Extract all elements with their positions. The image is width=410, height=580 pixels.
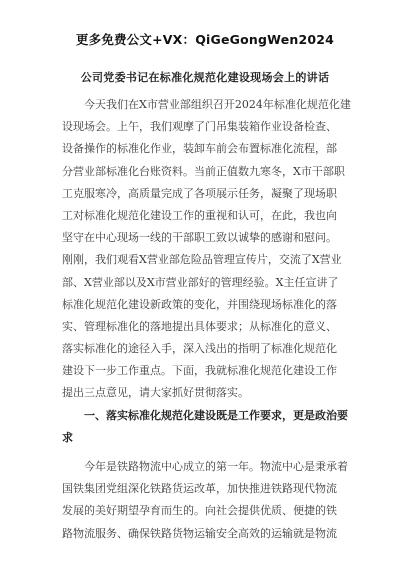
text-line: 发展的美好期望孕育而生的。向社会提供优质、便捷的铁 xyxy=(62,504,337,518)
section-heading-1 xyxy=(62,405,352,449)
text-line: 刚刚，我们观看X营业部危险品管理宣传片，交流了X营业 xyxy=(62,253,342,267)
document-title: 公司党委书记在标准化规范化建设现场会上的讲话 xyxy=(80,71,330,84)
paragraph-1 xyxy=(62,94,352,405)
text-line: 路物流服务、确保铁路货物运输安全高效的运输就是物流 xyxy=(62,526,337,540)
page-header: 更多免费公文+VX：QiGeGongWen2024 xyxy=(75,32,335,47)
text-line: 今年是铁路物流中心成立的第一年。物流中心是秉承着 xyxy=(62,460,348,473)
text-line: 实、管理标准化的落地提出具体要求；从标准化的意义、 xyxy=(62,319,337,333)
spacer xyxy=(62,449,352,456)
text-line: 设现场会。上午，我们观摩了门吊集装箱作业设备检查、 xyxy=(62,120,337,134)
text-line: 工克服寒冷，高质量完成了各项展示任务，凝聚了现场职 xyxy=(62,186,337,200)
text-line: 设备操作的标准化作业，装卸车前会布置标准化流程，部 xyxy=(62,142,337,156)
paragraph-2 xyxy=(62,456,352,545)
text-line: 标准化规范化建设新政策的变化，并围绕现场标准化的落 xyxy=(62,297,337,311)
document-body xyxy=(62,94,352,545)
heading-line: 一、落实标准化规范化建设既是工作要求，更是政治要 xyxy=(62,408,348,422)
text-line: 建设下一步工作重点。下面，我就标准化规范化建设工作 xyxy=(62,364,337,378)
text-line: 工对标准化规范化建设工作的重视和认可，在此，我也向 xyxy=(62,208,337,222)
text-line: 国铁集团党组深化铁路货运改革，加快推进铁路现代物流 xyxy=(62,482,337,496)
text-line: 提出三点意见，请大家抓好贯彻落实。 xyxy=(62,386,249,400)
text-line: 部、X营业部以及X市营业部好的管理经验。X主任宣讲了 xyxy=(62,275,339,289)
text-line: 坚守在中心现场一线的干部职工致以诚挚的感谢和慰问。 xyxy=(62,231,337,245)
text-line: 今天我们在X市营业部组织召开2024年标准化规范化建 xyxy=(62,98,351,111)
text-line: 落实标准化的途径入手，深入浅出的指明了标准化规范化 xyxy=(62,342,337,356)
heading-line: 求 xyxy=(62,430,73,444)
text-line: 分营业部标准化台账资料。当前正值数九寒冬，X市干部职 xyxy=(62,164,345,178)
